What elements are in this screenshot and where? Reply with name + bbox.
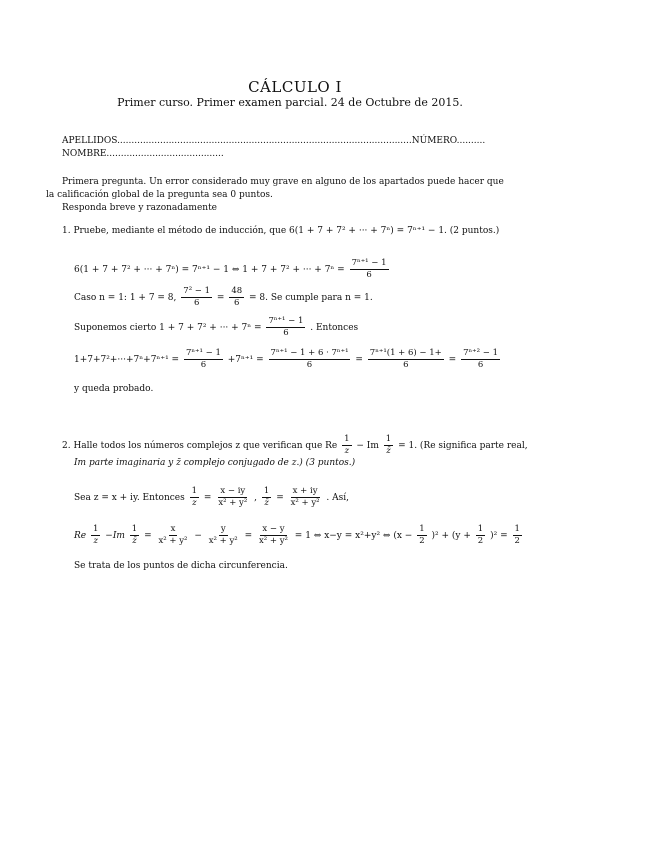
math-text: ,	[254, 493, 258, 503]
surname-field-line: APELLIDOS.......................................................................................................NÚMERO..........	[62, 136, 486, 146]
numerator: 1	[385, 434, 392, 444]
q2-statement-line2: Im parte imaginaria y z̄ complejo conjugado de z.) (3 puntos.)	[74, 458, 356, 468]
numerator: 1	[263, 486, 270, 496]
math-text: 2. Halle todos los números complejos z que verifican que Re	[62, 441, 338, 451]
denominator: x² + y²	[158, 536, 188, 546]
numerator: y	[220, 524, 226, 534]
q1-inductive-step	[74, 348, 502, 371]
math-text: Suponemos cierto 1 + 7 + 7² + ··· + 7ⁿ =	[74, 323, 262, 333]
numerator: 7² − 1	[183, 286, 211, 296]
numerator: 1	[514, 524, 520, 534]
fraction	[266, 316, 305, 339]
fraction	[181, 286, 212, 309]
fraction	[476, 524, 485, 547]
numerator: 7ⁿ⁺¹ − 1	[185, 348, 221, 358]
denominator: z̄	[386, 446, 391, 456]
numerator: 7ⁿ⁺² − 1	[463, 348, 499, 358]
denominator: 6	[234, 298, 240, 308]
q2-conclusion: Se trata de los puntos de dicha circunferencia.	[74, 561, 288, 571]
denominator: 2	[419, 536, 425, 546]
numerator: 7ⁿ⁺¹ − 1	[268, 316, 304, 326]
math-text: Re	[74, 531, 87, 541]
fraction	[350, 258, 389, 281]
numerator: 7ⁿ⁺¹ − 1	[351, 258, 387, 268]
name-field-line: NOMBRE.........................................	[62, 149, 224, 159]
numerator: x − y	[262, 524, 285, 534]
math-text: . Así,	[326, 493, 350, 503]
q1-equivalence	[74, 258, 391, 281]
fraction	[461, 348, 500, 371]
numerator: x	[170, 524, 176, 534]
fraction	[91, 524, 100, 547]
math-text: =	[448, 355, 457, 365]
numerator: 7ⁿ⁺¹ − 1 + 6 · 7ⁿ⁺¹	[270, 348, 349, 358]
numerator: 1	[191, 486, 198, 496]
fraction	[384, 434, 393, 457]
denominator: x² + y²	[208, 536, 238, 546]
numerator: 1	[131, 524, 138, 534]
math-text: +7ⁿ⁺¹ =	[227, 355, 264, 365]
fraction	[216, 486, 249, 509]
numerator: 1	[477, 524, 484, 534]
denominator: x² + y²	[218, 498, 248, 508]
fraction	[130, 524, 139, 547]
denominator: 6	[306, 360, 313, 370]
denominator: 6	[283, 328, 289, 338]
math-text: )² =	[490, 531, 508, 541]
intro-line-2: la calificación global de la pregunta sea 0 puntos.	[46, 190, 273, 200]
intro-line-3: Responda breve y razonadamente	[62, 203, 218, 213]
fraction	[157, 524, 190, 547]
math-text: = 1. (Re significa parte real,	[398, 441, 528, 451]
numerator: 1	[344, 434, 350, 444]
q2-statement	[62, 434, 528, 457]
math-text: =	[203, 493, 212, 503]
q1-base-case	[74, 286, 373, 309]
fraction	[513, 524, 522, 547]
numerator: 7ⁿ⁺¹(1 + 6) − 1+	[369, 348, 442, 358]
denominator: x² + y²	[290, 498, 320, 508]
math-text: Sea z = x + iy. Entonces	[74, 493, 185, 503]
fraction	[190, 486, 199, 509]
math-text: )² + (y +	[431, 531, 471, 541]
page-subtitle: Primer curso. Primer examen parcial. 24 de Octubre de 2015.	[117, 96, 463, 109]
q2-substitution	[74, 486, 349, 509]
denominator: 6	[477, 360, 484, 370]
math-text: 1+7+7²+···+7ⁿ+7ⁿ⁺¹ =	[74, 355, 180, 365]
math-text: =	[244, 531, 253, 541]
q1-conclusion: y queda probado.	[74, 384, 154, 394]
denominator: z	[344, 446, 350, 456]
math-text: (x −	[393, 531, 413, 541]
numerator: 1	[92, 524, 99, 534]
intro-line-1: Primera pregunta. Un error considerado muy grave en alguno de los apartados puede hacer que	[62, 177, 504, 187]
math-text: =	[355, 355, 363, 365]
denominator: 6	[193, 298, 200, 308]
fraction	[262, 486, 271, 509]
math-text: Caso n = 1: 1 + 7 = 8,	[74, 293, 177, 303]
numerator: 48	[231, 286, 243, 296]
q2-derivation	[74, 524, 524, 547]
fraction	[342, 434, 351, 457]
denominator: 6	[366, 270, 372, 280]
math-text: =	[216, 293, 225, 303]
fraction	[184, 348, 223, 371]
fraction	[269, 348, 351, 371]
denominator: z	[93, 536, 98, 546]
math-text: . Entonces	[310, 323, 359, 333]
math-text: =	[144, 531, 152, 541]
denominator: 2	[514, 536, 520, 546]
fraction	[257, 524, 290, 547]
denominator: z̄	[132, 536, 137, 546]
denominator: 6	[403, 360, 409, 370]
math-text: −Im	[105, 531, 125, 541]
page-title: CÁLCULO I	[248, 78, 342, 96]
denominator: 6	[200, 360, 207, 370]
numerator: 1	[419, 524, 425, 534]
q1-hypothesis	[74, 316, 358, 339]
fraction	[207, 524, 240, 547]
math-text: = 8. Se cumple para n = 1.	[249, 293, 373, 303]
math-text: 6(1 + 7 + 7² + ··· + 7ⁿ) = 7ⁿ⁺¹ − 1 ⇔ 1 + 7 + 7² + ··· + 7ⁿ =	[74, 265, 345, 275]
math-text: = 1 ⇔ x−y = x²+y² ⇔	[294, 531, 391, 541]
denominator: z	[192, 498, 197, 508]
q1-statement: 1. Pruebe, mediante el método de inducción, que 6(1 + 7 + 7² + ··· + 7ⁿ) = 7ⁿ⁺¹ − 1. (2 puntos.)	[62, 226, 500, 236]
denominator: 2	[477, 536, 484, 546]
math-text: −	[194, 531, 202, 541]
fraction	[368, 348, 444, 371]
numerator: x − iy	[220, 486, 246, 496]
math-text: =	[276, 493, 284, 503]
numerator: x + iy	[292, 486, 318, 496]
denominator: x² + y²	[258, 536, 288, 546]
denominator: z̄	[264, 498, 269, 508]
fraction	[289, 486, 322, 509]
math-text: − Im	[356, 441, 379, 451]
fraction	[229, 286, 244, 309]
fraction	[417, 524, 426, 547]
